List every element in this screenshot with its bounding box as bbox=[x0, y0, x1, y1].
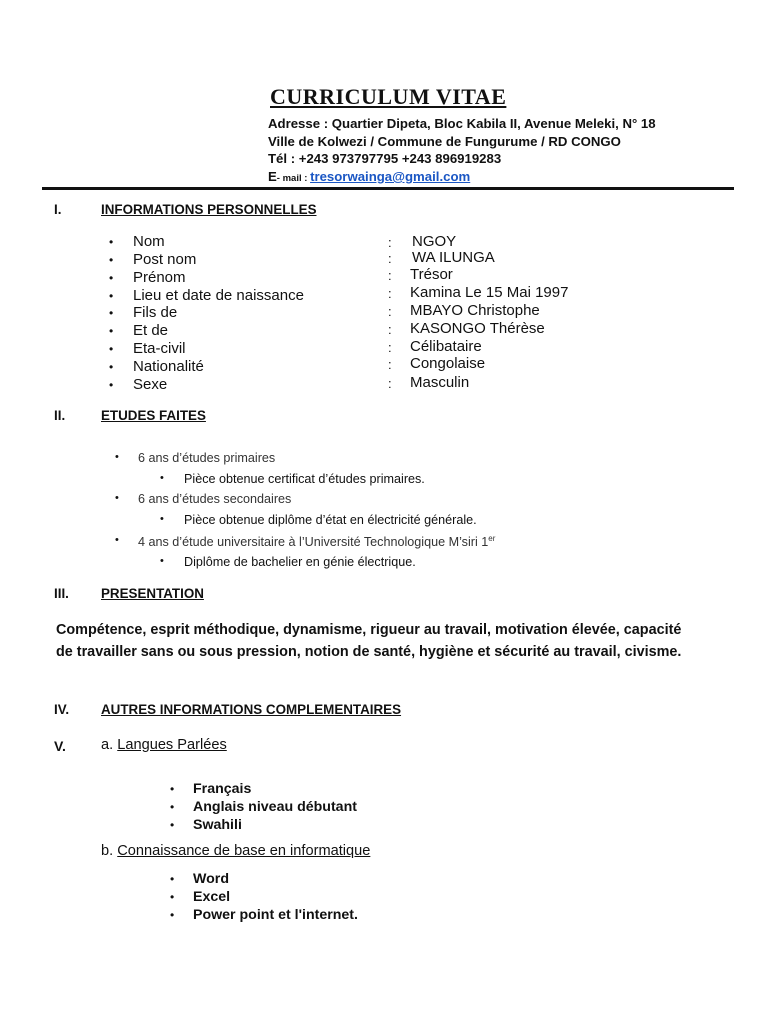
education-item bbox=[138, 534, 495, 549]
colon-separator: : bbox=[388, 304, 392, 319]
section-5-number: V. bbox=[54, 738, 66, 754]
bullet-icon: • bbox=[160, 513, 164, 525]
bullet-icon: • bbox=[170, 818, 175, 832]
personal-info-value: Kamina Le 15 Mai 1997 bbox=[410, 284, 569, 301]
language-item: Anglais niveau débutant bbox=[193, 799, 357, 815]
education-item-text: 6 ans d’études secondaires bbox=[138, 492, 292, 506]
colon-separator: : bbox=[388, 376, 392, 391]
personal-info-value: Masculin bbox=[410, 374, 470, 391]
bullet-icon: • bbox=[109, 289, 114, 303]
languages-heading: a. Langues Parlées bbox=[101, 737, 227, 753]
presentation-text: Compétence, esprit méthodique, dynamisme, rigueur au travail, motivation élevée, capacité de travailler sans ou sous pression, notion de santé, hygiène et sécurité au travail, civisme. bbox=[56, 622, 682, 660]
bullet-icon: • bbox=[115, 492, 119, 504]
language-item: Français bbox=[193, 781, 252, 797]
phone-line: Tél : +243 973797795 +243 896919283 bbox=[268, 151, 502, 166]
colon-separator: : bbox=[388, 340, 392, 355]
computing-item: Word bbox=[193, 871, 229, 887]
education-item-text: 4 ans d’étude universitaire à l’Université Technologique M’siri 1 bbox=[138, 535, 489, 550]
personal-info-value: KASONGO Thérèse bbox=[410, 320, 545, 337]
bullet-icon: • bbox=[170, 800, 175, 814]
personal-info-label: Sexe bbox=[133, 376, 168, 393]
education-item bbox=[138, 451, 275, 465]
education-item bbox=[138, 492, 291, 506]
email-label: E- mail : bbox=[268, 169, 311, 184]
bullet-icon: • bbox=[170, 872, 175, 886]
personal-info-label: Prénom bbox=[133, 269, 186, 286]
personal-info-value: NGOY bbox=[412, 233, 457, 250]
section-3-number: III. bbox=[54, 586, 69, 601]
bullet-icon: • bbox=[109, 235, 114, 249]
computing-item: Excel bbox=[193, 889, 231, 905]
section-4-title: AUTRES INFORMATIONS COMPLEMENTAIRES bbox=[101, 702, 402, 717]
personal-info-label: Fils de bbox=[133, 304, 178, 321]
colon-separator: : bbox=[388, 322, 392, 337]
education-diploma: Pièce obtenue diplôme d’état en électricité générale. bbox=[184, 513, 477, 527]
bullet-icon: • bbox=[109, 253, 114, 267]
section-2-number: II. bbox=[54, 408, 66, 423]
section-1-title: INFORMATIONS PERSONNELLES bbox=[101, 202, 317, 217]
cv-title: CURRICULUM VITAE bbox=[270, 84, 507, 109]
personal-info-label: Post nom bbox=[133, 251, 197, 268]
section-1-number: I. bbox=[54, 202, 62, 217]
personal-info-value: Congolaise bbox=[410, 355, 486, 372]
section-4-number: IV. bbox=[54, 702, 70, 717]
colon-separator: : bbox=[388, 357, 392, 372]
email-link[interactable]: tresorwainga@gmail.com bbox=[310, 169, 471, 184]
section-2-title: ETUDES FAITES bbox=[101, 408, 206, 423]
personal-info-label: Et de bbox=[133, 322, 169, 339]
colon-separator: : bbox=[388, 268, 392, 283]
bullet-icon: • bbox=[109, 271, 114, 285]
education-diploma: Pièce obtenue certificat d’études primaires. bbox=[184, 472, 425, 486]
computing-item: Power point et l'internet. bbox=[193, 907, 358, 923]
computing-heading: b. Connaissance de base en informatique bbox=[101, 843, 371, 859]
bullet-icon: • bbox=[109, 360, 114, 374]
personal-info-value: WA ILUNGA bbox=[412, 249, 495, 266]
bullet-icon: • bbox=[160, 472, 164, 484]
bullet-icon: • bbox=[170, 782, 175, 796]
colon-separator: : bbox=[388, 235, 392, 250]
bullet-icon: • bbox=[160, 555, 164, 567]
superscript: er bbox=[488, 534, 496, 543]
section-3-title: PRESENTATION bbox=[101, 586, 204, 601]
personal-info-value: MBAYO Christophe bbox=[410, 302, 540, 319]
personal-info-value: Trésor bbox=[410, 266, 453, 283]
bullet-icon: • bbox=[115, 451, 119, 463]
bullet-icon: • bbox=[115, 534, 119, 546]
bullet-icon: • bbox=[170, 908, 175, 922]
education-item-text: 6 ans d’études primaires bbox=[138, 451, 276, 465]
bullet-icon: • bbox=[109, 378, 114, 392]
personal-info-label: Nationalité bbox=[133, 358, 204, 375]
bullet-icon: • bbox=[109, 324, 114, 338]
email-line bbox=[268, 168, 470, 186]
colon-separator: : bbox=[388, 286, 392, 301]
address-line-1: Adresse : Quartier Dipeta, Bloc Kabila II, Avenue Meleki, N° 18 bbox=[268, 116, 656, 131]
personal-info-label: Eta-civil bbox=[133, 340, 186, 357]
colon-separator: : bbox=[388, 251, 392, 266]
header-divider bbox=[42, 187, 734, 190]
bullet-icon: • bbox=[170, 890, 175, 904]
bullet-icon: • bbox=[109, 306, 114, 320]
education-diploma: Diplôme de bachelier en génie électrique. bbox=[184, 555, 416, 569]
personal-info-label: Lieu et date de naissance bbox=[133, 287, 304, 304]
language-item: Swahili bbox=[193, 817, 242, 833]
bullet-icon: • bbox=[109, 342, 114, 356]
address-line-2: Ville de Kolwezi / Commune de Fungurume / RD CONGO bbox=[268, 134, 621, 149]
personal-info-value: Célibataire bbox=[410, 338, 482, 355]
personal-info-label: Nom bbox=[133, 233, 165, 250]
